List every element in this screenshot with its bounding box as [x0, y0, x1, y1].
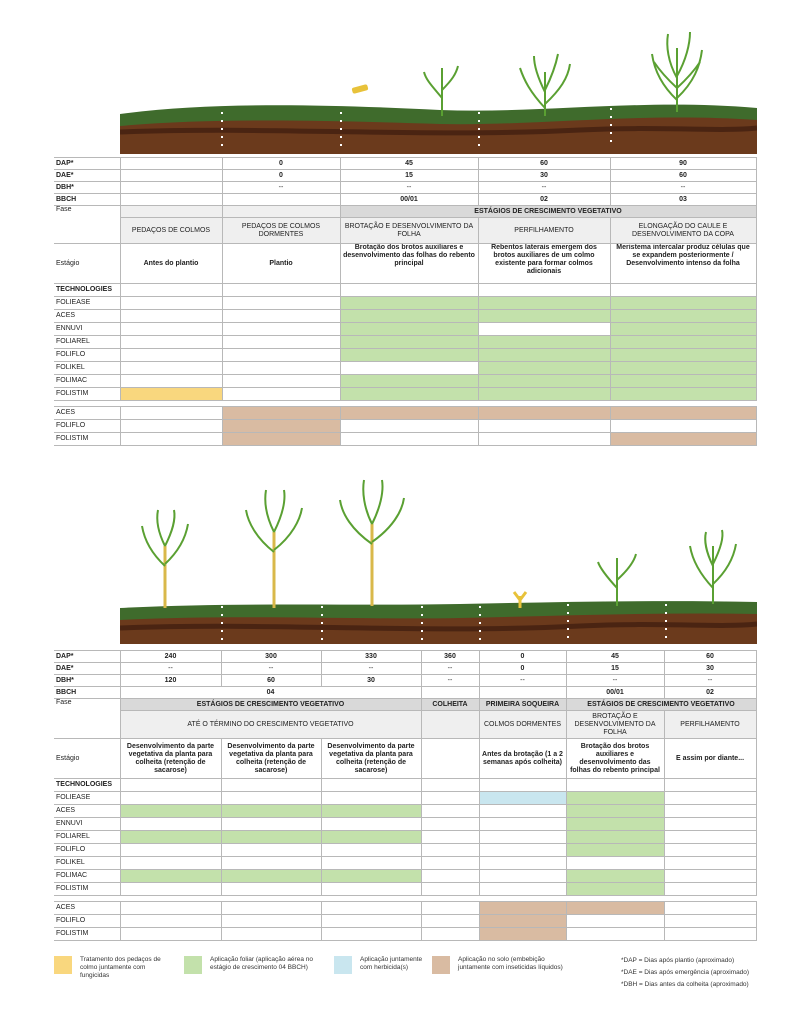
table-cell: 00/01 [566, 687, 664, 699]
table-cell [479, 792, 566, 805]
mature-plant-icon-3 [340, 480, 404, 606]
table-cell [222, 194, 340, 206]
table-cell: Antes da brotação (1 a 2 semanas após colheita) [479, 739, 566, 779]
table-cell [478, 420, 610, 433]
table-cell: -- [421, 675, 479, 687]
table-cell [610, 323, 756, 336]
table-cell [479, 805, 566, 818]
table-cell [120, 194, 222, 206]
table-cell [421, 792, 479, 805]
table-cell [120, 182, 222, 194]
table-cell [222, 375, 340, 388]
table-cell [478, 323, 610, 336]
table-cell [610, 433, 756, 446]
growth-illustration-top [120, 28, 757, 154]
table-cell: 02 [664, 687, 756, 699]
table-cell [340, 323, 478, 336]
table-cell [222, 310, 340, 323]
table-cell [221, 844, 321, 857]
table-cell [566, 928, 664, 941]
row-label-bbch: BBCH [54, 194, 120, 206]
table-cell [321, 870, 421, 883]
table-cell: FOLIAREL [54, 336, 120, 349]
table-cell [120, 805, 221, 818]
table-cell: 03 [610, 194, 756, 206]
table-cell: PEDAÇOS DE COLMOS [120, 218, 222, 244]
table-cell [340, 284, 478, 297]
table-cell [222, 388, 340, 401]
legend-herbicide: Aplicação juntamente com herbicida(s) [360, 956, 423, 971]
tillering-plant-icon-2 [690, 530, 736, 604]
table-cell [479, 928, 566, 941]
table-cell [566, 915, 664, 928]
legend-swatch-fungicide [54, 956, 72, 974]
table-cell: 00/01 [340, 194, 478, 206]
table-cell: FOLIFLO [54, 844, 120, 857]
footnotes [621, 955, 749, 991]
fase-header: ESTÁGIOS DE CRESCIMENTO VEGETATIVO [340, 206, 756, 218]
table-cell [566, 844, 664, 857]
table-cell: 60 [610, 170, 756, 182]
table-cell [610, 349, 756, 362]
table-cell: ACES [54, 407, 120, 420]
table-cell: 04 [120, 687, 421, 699]
table-cell [120, 844, 221, 857]
table-cell [421, 779, 479, 792]
table-cell [478, 336, 610, 349]
table-cell [120, 792, 221, 805]
table-cell: -- [222, 182, 340, 194]
table-cell [610, 375, 756, 388]
table-cell [120, 362, 222, 375]
table-cell [221, 883, 321, 896]
table-cell [120, 883, 221, 896]
table-cell [566, 805, 664, 818]
table-cell [610, 420, 756, 433]
table-cell [479, 818, 566, 831]
table-cell [120, 928, 221, 941]
table-cell [222, 433, 340, 446]
table-cell [478, 310, 610, 323]
table-cell [321, 857, 421, 870]
legend-soil: Aplicação no solo (embebição juntamente com inseticidas líquidos) [458, 956, 563, 971]
table-cell: ELONGAÇÃO DO CAULE E DESENVOLVIMENTO DA COPA [610, 218, 756, 244]
row-label-dbh-2: DBH* [54, 675, 120, 687]
table-cell: ENNUVI [54, 323, 120, 336]
table-cell [664, 779, 756, 792]
mature-plant-icon-2 [246, 490, 302, 608]
table-cell: 90 [610, 158, 756, 170]
table-cell [421, 687, 479, 699]
legend-swatch-herbicide [334, 956, 352, 974]
table-cell: BROTAÇÃO E DESENVOLVIMENTO DA FOLHA [566, 711, 664, 739]
legend-swatch-foliar [184, 956, 202, 974]
table-cell: ESTÁGIOS DE CRESCIMENTO VEGETATIVO [120, 699, 421, 711]
table-cell [566, 792, 664, 805]
table-cell [221, 902, 321, 915]
table-cell: 30 [321, 675, 421, 687]
sprout-plant-icon [424, 66, 458, 116]
table-cell [340, 407, 478, 420]
table-cell [421, 870, 479, 883]
footnote-dap: *DAP = Dias após plantio (aproximado) [621, 957, 735, 964]
table-cell [566, 857, 664, 870]
table-cell [340, 388, 478, 401]
table-cell [421, 818, 479, 831]
table-cell [664, 857, 756, 870]
table-cell: 0 [222, 170, 340, 182]
table-cell: 0 [222, 158, 340, 170]
row-label-dap: DAP* [54, 158, 120, 170]
table-cell [221, 928, 321, 941]
table-cell [664, 831, 756, 844]
table-cell: 60 [478, 158, 610, 170]
table-cell [479, 915, 566, 928]
table-cell: 360 [421, 651, 479, 663]
table-cell: COLMOS DORMENTES [479, 711, 566, 739]
table-cell [120, 284, 222, 297]
table-cell [566, 870, 664, 883]
table-cell [421, 805, 479, 818]
table-cell [478, 297, 610, 310]
table-cell [664, 870, 756, 883]
table-cell: Brotação dos brotos auxiliares e desenvolvimento das folhas do rebento principal [340, 244, 478, 284]
table-cell [664, 902, 756, 915]
table-cell: Rebentos laterais emergem dos brotos auxiliares de um colmo existente para formar colmos adicionais [478, 244, 610, 284]
table-cell [120, 323, 222, 336]
table-cell: Desenvolvimento da parte vegetativa da planta para colheita (retenção de sacarose) [221, 739, 321, 779]
table-cell: E assim por diante... [664, 739, 756, 779]
table-cell: FOLIFLO [54, 915, 120, 928]
table-cell: ATÉ O TÉRMINO DO CRESCIMENTO VEGETATIVO [120, 711, 421, 739]
table-cell [321, 792, 421, 805]
table-cell [222, 420, 340, 433]
table-cell [221, 779, 321, 792]
table-cell [120, 818, 221, 831]
table-cell: PERFILHAMENTO [478, 218, 610, 244]
table-cell [221, 805, 321, 818]
table-cell [321, 928, 421, 941]
table-cell [664, 915, 756, 928]
stage-table-2 [54, 650, 757, 941]
table-cell: -- [221, 663, 321, 675]
table-cell: -- [479, 675, 566, 687]
row-label-dap-2: DAP* [54, 651, 120, 663]
table-cell [610, 297, 756, 310]
table-cell [566, 883, 664, 896]
table-cell [479, 902, 566, 915]
table-cell [479, 779, 566, 792]
table-cell: FOLIMAC [54, 375, 120, 388]
table-cell [479, 870, 566, 883]
table-cell: 300 [221, 651, 321, 663]
table-cell: FOLIFLO [54, 349, 120, 362]
elongation-plant-icon [652, 32, 702, 112]
table-cell [120, 420, 222, 433]
table-cell [479, 883, 566, 896]
table-cell [120, 857, 221, 870]
table-cell: 330 [321, 651, 421, 663]
table-cell [421, 711, 479, 739]
table-cell [120, 433, 222, 446]
table-cell: 240 [120, 651, 221, 663]
table-cell: BROTAÇÃO E DESENVOLVIMENTO DA FOLHA [340, 218, 478, 244]
table-cell: ACES [54, 310, 120, 323]
table-cell [221, 792, 321, 805]
table-cell [120, 388, 222, 401]
table-cell [221, 831, 321, 844]
row-label-fase: Fase [54, 206, 120, 244]
table-cell [221, 818, 321, 831]
table-cell [222, 407, 340, 420]
table-cell: FOLIFLO [54, 420, 120, 433]
table-cell: Desenvolvimento da parte vegetativa da planta para colheita (retenção de sacarose) [120, 739, 221, 779]
table-cell: 15 [340, 170, 478, 182]
table-cell [321, 915, 421, 928]
table-cell [120, 902, 221, 915]
table-cell [222, 323, 340, 336]
table-cell [610, 284, 756, 297]
table-cell [421, 915, 479, 928]
table-cell [321, 883, 421, 896]
table-cell [222, 336, 340, 349]
tillering-plant-icon [520, 54, 570, 116]
table-cell: -- [664, 675, 756, 687]
table-cell [120, 915, 221, 928]
table-cell: Meristema intercalar produz células que se expandem posteriormente / Desenvolvimento intenso da folha [610, 244, 756, 284]
table-cell: Brotação dos brotos auxiliares e desenvolvimento das folhas do rebento principal [566, 739, 664, 779]
table-cell [478, 388, 610, 401]
table-cell [120, 779, 221, 792]
table-cell [566, 902, 664, 915]
growth-illustration-bottom [120, 476, 757, 644]
sprout-plant-icon-2 [598, 554, 636, 606]
row-label-dae: DAE* [54, 170, 120, 182]
table-cell [120, 336, 222, 349]
table-cell [478, 349, 610, 362]
table-cell [221, 915, 321, 928]
table-cell [340, 336, 478, 349]
table-cell: Antes do plantio [120, 244, 222, 284]
table-cell [321, 818, 421, 831]
legend-swatch-soil [432, 956, 450, 974]
table-cell [340, 297, 478, 310]
technologies-label-2: TECHNOLOGIES [54, 779, 120, 792]
footnote-dbh: *DBH = Dias antes da colheita (aproximado) [621, 981, 749, 988]
row-label-estagio-2: Estágio [54, 739, 120, 779]
table-cell: 30 [478, 170, 610, 182]
table-cell [222, 349, 340, 362]
row-label-bbch-2: BBCH [54, 687, 120, 699]
table-cell: Plantio [222, 244, 340, 284]
table-cell [321, 779, 421, 792]
table-cell [478, 433, 610, 446]
table-cell [222, 284, 340, 297]
technologies-label: TECHNOLOGIES [54, 284, 120, 297]
table-cell: ENNUVI [54, 818, 120, 831]
table-cell: PERFILHAMENTO [664, 711, 756, 739]
stage-table-1 [54, 157, 757, 446]
table-cell [664, 883, 756, 896]
table-cell [340, 420, 478, 433]
table-cell [664, 928, 756, 941]
table-cell [664, 818, 756, 831]
table-cell [478, 284, 610, 297]
table-cell: -- [478, 182, 610, 194]
stalk-piece-icon [351, 84, 368, 94]
table-cell: PEDAÇOS DE COLMOS DORMENTES [222, 218, 340, 244]
table-cell: Desenvolvimento da parte vegetativa da planta para colheita (retenção de sacarose) [321, 739, 421, 779]
table-cell: PRIMEIRA SOQUEIRA [479, 699, 566, 711]
table-cell [478, 362, 610, 375]
table-cell: FOLIKEL [54, 362, 120, 375]
table-cell: -- [421, 663, 479, 675]
row-label-dae-2: DAE* [54, 663, 120, 675]
table-cell [479, 857, 566, 870]
table-cell: FOLIEASE [54, 792, 120, 805]
table-cell: FOLISTIM [54, 388, 120, 401]
table-cell [222, 206, 340, 218]
table-cell [479, 844, 566, 857]
table-cell [340, 375, 478, 388]
table-cell: FOLIEASE [54, 297, 120, 310]
table-cell [610, 407, 756, 420]
table-cell [120, 310, 222, 323]
table-cell [610, 362, 756, 375]
table-cell [120, 375, 222, 388]
table-cell [478, 407, 610, 420]
table-cell [610, 388, 756, 401]
table-cell [120, 407, 222, 420]
table-cell [421, 739, 479, 779]
table-cell: 60 [664, 651, 756, 663]
table-cell: -- [566, 675, 664, 687]
table-cell: 0 [479, 651, 566, 663]
table-cell: COLHEITA [421, 699, 479, 711]
table-cell [340, 433, 478, 446]
table-cell [664, 792, 756, 805]
table-cell [479, 687, 566, 699]
table-cell [421, 857, 479, 870]
table-cell [421, 831, 479, 844]
table-cell: -- [340, 182, 478, 194]
table-cell: 02 [478, 194, 610, 206]
table-cell: 0 [479, 663, 566, 675]
table-cell [221, 857, 321, 870]
table-cell: 30 [664, 663, 756, 675]
table-cell [120, 831, 221, 844]
legend-fungicide: Tratamento dos pedaços de colmo juntamente com fungicidas [80, 956, 161, 979]
table-cell: -- [120, 663, 221, 675]
legend-foliar: Aplicação foliar (aplicação aérea no estágio de crescimento 04 BBCH) [210, 956, 313, 971]
table-cell: 15 [566, 663, 664, 675]
row-label-fase-2: Fase [54, 699, 120, 739]
table-cell: FOLIMAC [54, 870, 120, 883]
table-cell [610, 310, 756, 323]
table-cell: FOLISTIM [54, 433, 120, 446]
table-cell [120, 170, 222, 182]
table-cell [321, 805, 421, 818]
table-cell: FOLIAREL [54, 831, 120, 844]
table-cell [566, 818, 664, 831]
table-cell [120, 870, 221, 883]
table-cell [222, 362, 340, 375]
table-cell: -- [321, 663, 421, 675]
table-cell [222, 297, 340, 310]
table-cell: 60 [221, 675, 321, 687]
table-cell: 120 [120, 675, 221, 687]
table-cell [221, 870, 321, 883]
table-cell [120, 349, 222, 362]
table-cell [421, 928, 479, 941]
table-cell [566, 831, 664, 844]
table-cell: 45 [340, 158, 478, 170]
table-cell: ACES [54, 805, 120, 818]
row-label-estagio: Estágio [54, 244, 120, 284]
row-label-dbh: DBH* [54, 182, 120, 194]
table-cell [478, 375, 610, 388]
table-cell: -- [610, 182, 756, 194]
table-cell [421, 844, 479, 857]
table-cell [566, 779, 664, 792]
table-cell: ESTÁGIOS DE CRESCIMENTO VEGETATIVO [566, 699, 756, 711]
table-cell [340, 349, 478, 362]
table-cell [610, 336, 756, 349]
table-cell [321, 844, 421, 857]
table-cell [340, 362, 478, 375]
table-cell [421, 883, 479, 896]
table-cell: FOLIKEL [54, 857, 120, 870]
table-cell [120, 158, 222, 170]
table-cell: FOLISTIM [54, 928, 120, 941]
table-cell: FOLISTIM [54, 883, 120, 896]
table-cell: ACES [54, 902, 120, 915]
table-cell [421, 902, 479, 915]
table-cell [340, 310, 478, 323]
table-cell [120, 297, 222, 310]
table-cell [120, 206, 222, 218]
mature-plant-icon-1 [142, 510, 188, 608]
table-cell [321, 831, 421, 844]
table-cell [664, 844, 756, 857]
table-cell [664, 805, 756, 818]
footnote-dae: *DAE = Dias após emergência (aproximado) [621, 969, 750, 976]
table-cell [321, 902, 421, 915]
table-cell [479, 831, 566, 844]
table-cell: 45 [566, 651, 664, 663]
